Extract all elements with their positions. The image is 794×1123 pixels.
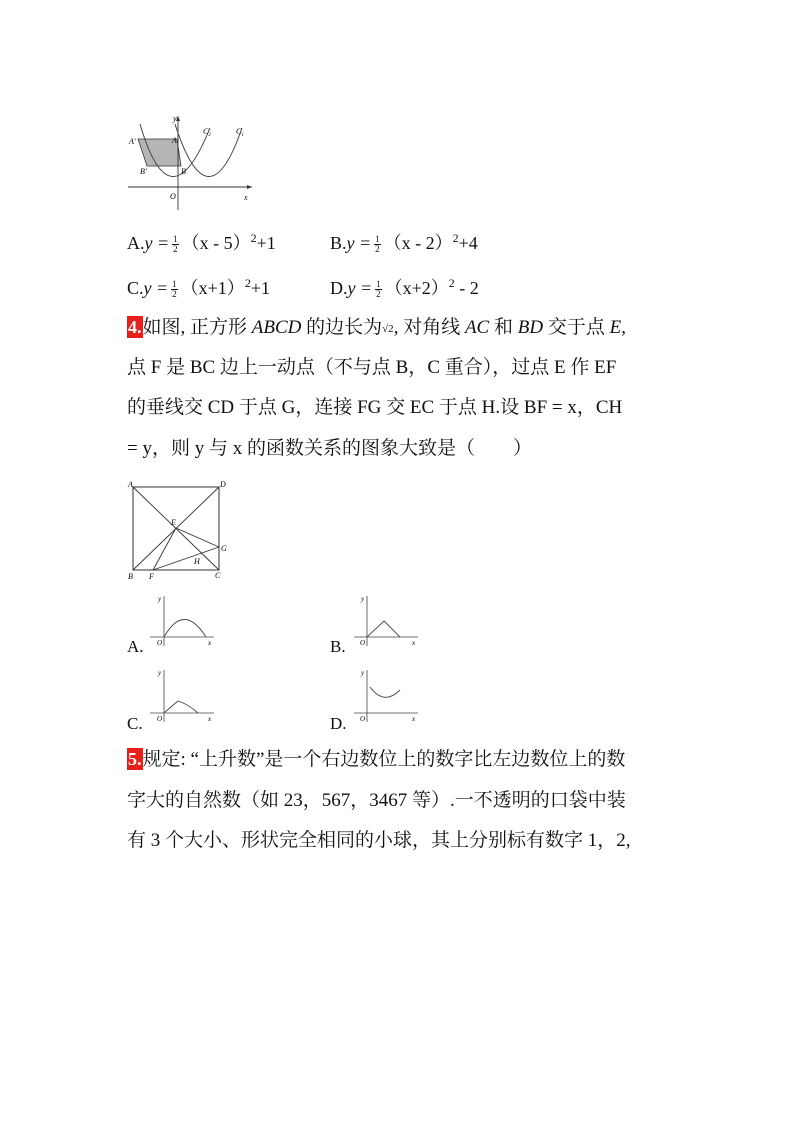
svg-text:C1: $C_1$: [236, 127, 244, 138]
q4-option-a-graph[interactable]: [146, 592, 218, 648]
svg-text:E: E: [171, 518, 176, 527]
q4-option-d-label[interactable]: D.: [330, 714, 347, 733]
svg-text:B: B: [181, 167, 186, 176]
svg-text:y: y: [158, 595, 162, 603]
svg-text:H: H: [194, 557, 200, 566]
q3-option-c[interactable]: C.y = $\frac{1}{2}$ $(x+1)^2+1$: [127, 276, 270, 300]
svg-text:A′: A′: [129, 137, 136, 146]
svg-text:C: C: [215, 571, 221, 580]
q4-line-2: 点 F 是 BC 边上一动点（不与点 B，C 重合），过点 E 作 EF: [127, 357, 617, 378]
svg-text:G: G: [221, 544, 227, 553]
q3-option-a[interactable]: A.y = $\frac{1}{2}$ （x - 5）$^2$+1: [127, 231, 276, 255]
svg-text:A: A: [172, 136, 177, 145]
q3-option-d[interactable]: D.y = $\frac{1}{2}$ $(x+2)^2 - 2$: [330, 276, 479, 300]
svg-text:y: y: [158, 669, 162, 677]
q5-line-2: 字大的自然数（如 23，567，3467 等）.一不透明的口袋中装: [127, 790, 626, 811]
q5-line-1: 5.规定: “上升数”是一个右边数位上的数字比左边数位上的数: [128, 749, 626, 770]
q4-option-d-graph[interactable]: [350, 666, 422, 724]
svg-text:x: x: [412, 639, 416, 647]
svg-text:y: y: [173, 114, 177, 123]
q4-option-b-graph[interactable]: [350, 592, 422, 648]
q4-line-1: 4.如图, 正方形 ABCD 的边长为√2, 对角线 AC 和 BD 交于点 E,: [128, 317, 626, 338]
svg-text:O: O: [360, 715, 366, 723]
q4-line-4: = y，则 y 与 x 的函数关系的图象大致是（ ）: [127, 438, 532, 459]
q4-option-c-label[interactable]: C.: [127, 714, 143, 733]
svg-text:y: y: [361, 595, 365, 603]
svg-text:x: x: [412, 715, 416, 723]
svg-text:y: y: [361, 669, 365, 677]
q3-option-b[interactable]: B.y = $\frac{1}{2}$ （x - 2）$^2$+4: [330, 231, 478, 255]
q4-square-figure: [124, 478, 230, 582]
svg-text:O: O: [157, 639, 163, 647]
svg-text:x: x: [244, 193, 248, 202]
svg-text:A: A: [128, 480, 133, 489]
svg-text:C2: $C_2$: [203, 127, 211, 138]
svg-text:B: B: [128, 572, 133, 581]
question-number-4: 4.: [128, 317, 142, 337]
q4-option-c-graph[interactable]: [146, 666, 218, 724]
svg-text:O: O: [157, 715, 163, 723]
svg-text:B′: B′: [140, 167, 147, 176]
svg-text:x: x: [208, 639, 212, 647]
svg-text:D: D: [220, 480, 226, 489]
question-number-5: 5.: [128, 749, 142, 769]
q4-option-a-label[interactable]: A.: [127, 637, 144, 656]
q4-option-b-label[interactable]: B.: [330, 637, 346, 656]
q4-line-3: 的垂线交 CD 于点 G，连接 FG 交 EC 于点 H.设 BF = x，CH: [127, 397, 623, 418]
q3-parabola-figure: [120, 112, 260, 212]
svg-text:O: O: [360, 639, 366, 647]
q5-line-3: 有 3 个大小、形状完全相同的小球，其上分别标有数字 1，2,: [127, 830, 631, 851]
svg-text:O: O: [170, 192, 176, 201]
svg-text:F: F: [149, 572, 154, 581]
svg-text:x: x: [208, 715, 212, 723]
